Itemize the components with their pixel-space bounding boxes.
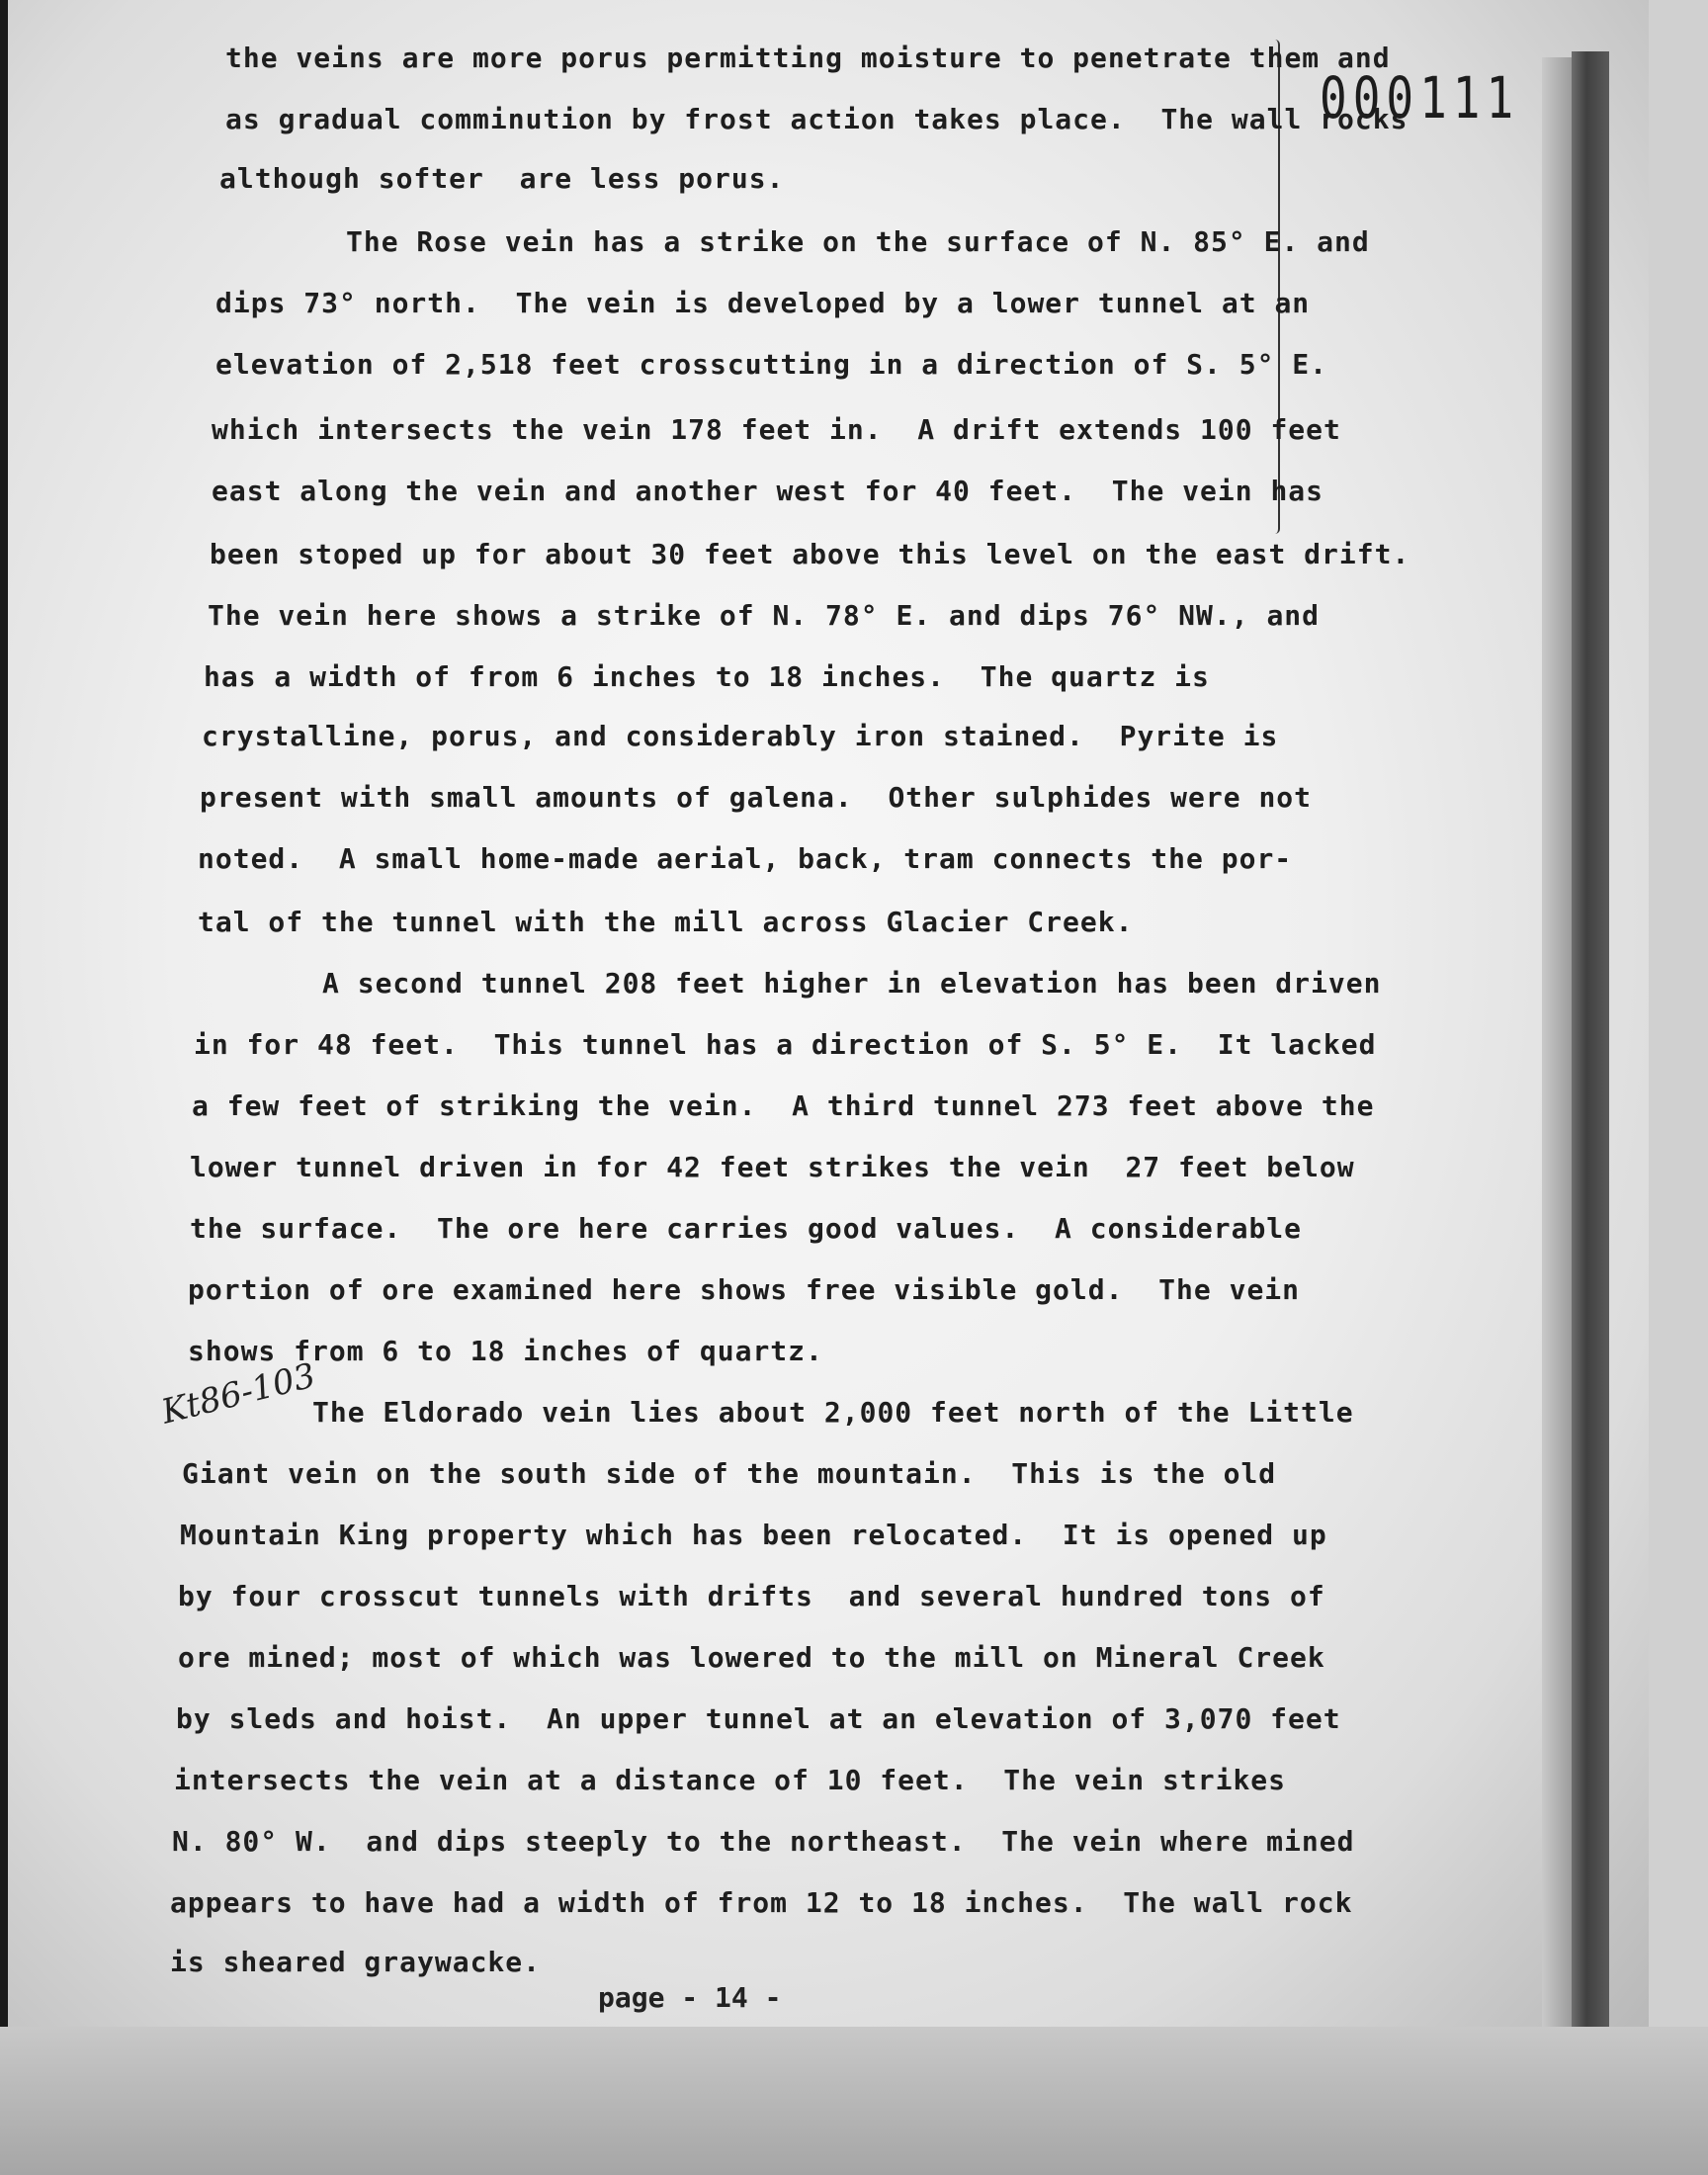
text-line: The Rose vein has a strike on the surface of N. 85° E. and bbox=[346, 225, 1370, 258]
text-line: been stoped up for about 30 feet above this level on the east drift. bbox=[210, 538, 1410, 570]
text-line: N. 80° W. and dips steeply to the northeast. The vein where mined bbox=[172, 1825, 1355, 1858]
text-line: noted. A small home-made aerial, back, tram connects the por- bbox=[198, 842, 1293, 875]
handwritten-reference-note: Kt86-103 bbox=[157, 1355, 320, 1433]
text-line: the surface. The ore here carries good values. A considerable bbox=[190, 1212, 1303, 1245]
page-number: page - 14 - bbox=[598, 1981, 782, 2014]
text-line: has a width of from 6 inches to 18 inches. The quartz is bbox=[204, 660, 1210, 693]
text-line: dips 73° north. The vein is developed by a lower tunnel at an bbox=[215, 287, 1311, 319]
text-line: crystalline, porus, and considerably iron stained. Pyrite is bbox=[202, 720, 1279, 752]
text-line: The Eldorado vein lies about 2,000 feet north of the Little bbox=[312, 1396, 1354, 1429]
text-line: in for 48 feet. This tunnel has a direction of S. 5° E. It lacked bbox=[194, 1028, 1377, 1061]
text-line: intersects the vein at a distance of 10 feet. The vein strikes bbox=[174, 1764, 1287, 1796]
text-line: elevation of 2,518 feet crosscutting in a direction of S. 5° E. bbox=[215, 348, 1328, 381]
text-line: which intersects the vein 178 feet in. A drift extends 100 feet bbox=[212, 413, 1341, 446]
text-line: the veins are more porus permitting moisture to penetrate them and bbox=[225, 42, 1391, 74]
text-line: lower tunnel driven in for 42 feet strikes the vein 27 feet below bbox=[190, 1151, 1355, 1183]
text-line: although softer are less porus. bbox=[219, 162, 785, 195]
binding-shadow-dark bbox=[1572, 51, 1609, 2058]
text-line: shows from 6 to 18 inches of quartz. bbox=[188, 1335, 823, 1367]
text-line: by four crosscut tunnels with drifts and several hundred tons of bbox=[178, 1580, 1325, 1612]
text-line: present with small amounts of galena. Other sulphides were not bbox=[200, 781, 1313, 814]
document-stamp-number: 000111 bbox=[1320, 64, 1520, 131]
text-line: ore mined; most of which was lowered to the mill on Mineral Creek bbox=[178, 1641, 1325, 1674]
scan-border-bottom bbox=[0, 2027, 1708, 2175]
text-line: The vein here shows a strike of N. 78° E. and dips 76° NW., and bbox=[208, 599, 1321, 632]
text-line: tal of the tunnel with the mill across Glacier Creek. bbox=[198, 906, 1134, 938]
text-line: as gradual comminution by frost action takes place. The wall rocks bbox=[225, 103, 1409, 135]
binding-shadow-light bbox=[1542, 57, 1572, 2054]
text-line: is sheared graywacke. bbox=[170, 1946, 542, 1978]
text-line: east along the vein and another west for 40 feet. The vein has bbox=[212, 475, 1324, 507]
text-line: a few feet of striking the vein. A third tunnel 273 feet above the bbox=[192, 1089, 1375, 1122]
text-line: appears to have had a width of from 12 to 18 inches. The wall rock bbox=[170, 1886, 1353, 1919]
text-line: by sleds and hoist. An upper tunnel at an elevation of 3,070 feet bbox=[176, 1702, 1341, 1735]
scan-border-right bbox=[1649, 0, 1708, 2175]
text-line: Mountain King property which has been relocated. It is opened up bbox=[180, 1519, 1327, 1551]
text-line: portion of ore examined here shows free visible gold. The vein bbox=[188, 1273, 1301, 1306]
text-line: A second tunnel 208 feet higher in elevation has been driven bbox=[322, 967, 1382, 1000]
text-line: Giant vein on the south side of the mountain. This is the old bbox=[182, 1457, 1277, 1490]
